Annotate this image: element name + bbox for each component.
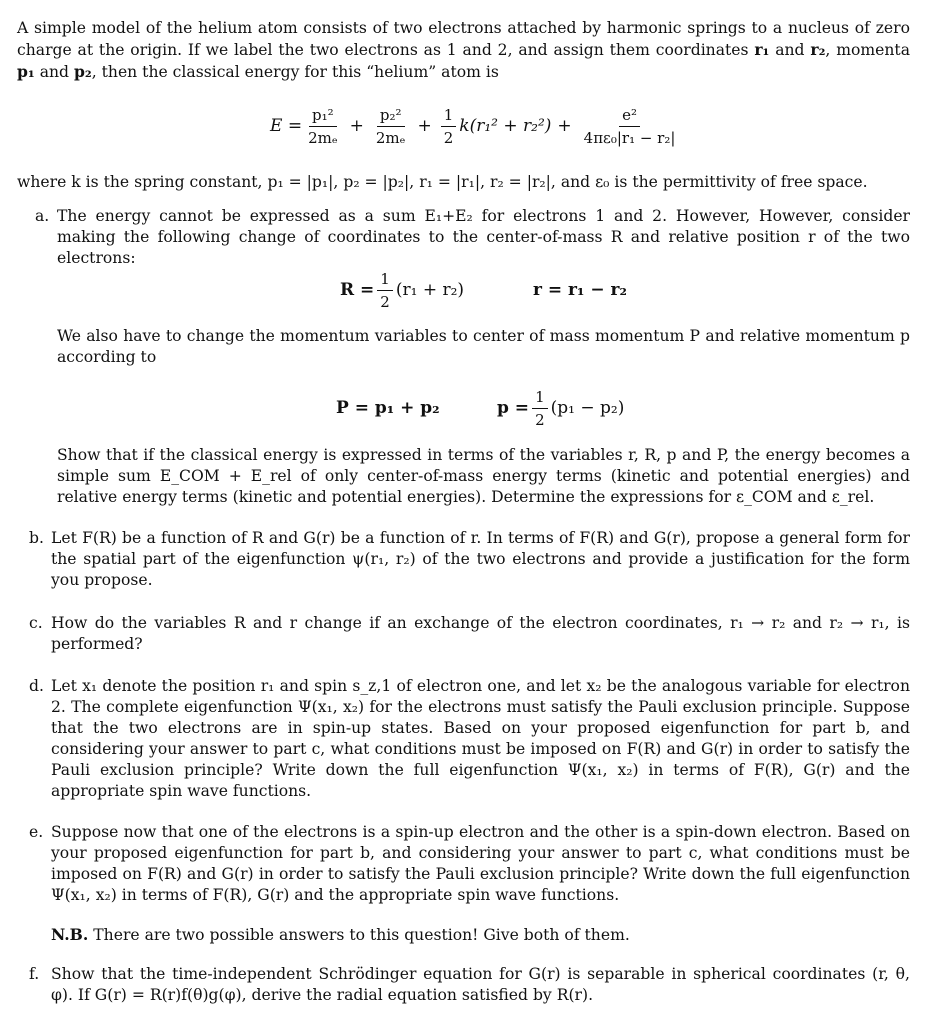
- part-a-show-text: Show that if the classical energy is expressed in terms of the variables r, R, p and P, the energy becomes a simple sum E_COM + E_rel of only center-of-mass energy terms (kinetic and potential energies) and relative energy terms (kinetic and potential energies). Determine the expressions for ε_COM and ε_rel.: [57, 446, 910, 506]
- com-momentum-equation: [336, 386, 440, 430]
- part-f: [29, 964, 910, 1006]
- nb-text: There are two possible answers to this question! Give both of them.: [93, 926, 630, 944]
- half-fraction: $\frac{1}{2}$: [377, 269, 393, 312]
- com-P-equation: P = p₁ + p₂: [336, 398, 440, 418]
- part-e-text: Suppose now that one of the electrons is a spin-up electron and the other is a spin-down electron. Based on your proposed eigenfunction for part b, and considering your answer to part c, what conditions must be imposed on F(R) and G(r) in order to satisfy the Pauli exclusion principle? Write down the full eigenfunction Ψ(x₁, x₂) in terms of F(R), G(r) and the appropriate spin wave functions.: [51, 823, 910, 904]
- part-b: [29, 528, 910, 591]
- intro-text-end: , then the classical energy for this “helium” atom is: [91, 63, 499, 81]
- part-b-marker: b.: [29, 529, 44, 547]
- where-line: where k is the spring constant, p₁ = |p₁|, p₂ = |p₂|, r₁ = |r₁|, r₂ = |r₂|, and ε₀ is the permittivity of free space.: [17, 173, 868, 191]
- kinetic-term-1: [305, 105, 341, 148]
- part-d-marker: d.: [29, 677, 44, 695]
- energy-lhs: E =: [270, 116, 303, 136]
- plus-op: +: [417, 116, 432, 136]
- part-a-momentum-text: We also have to change the momentum variables to center of mass momentum P and relative momentum p according to: [57, 327, 910, 366]
- relative-momentum-equation: [497, 386, 624, 430]
- plus-op: +: [349, 116, 364, 136]
- coulomb-numerator: e²: [619, 105, 640, 127]
- half-numerator: 1: [441, 105, 457, 127]
- part-d-text: Let x₁ denote the position r₁ and spin s_z,1 of electron one, and let x₂ be the analogous variable for electron 2. The complete eigenfunction Ψ(x₁, x₂) for the electrons must satisfy the Pauli exclusion principle. Suppose that the two electrons are in spin-up states. Based on your proposed eigenfunction for part b, and considering your answer to part c, what conditions must be imposed on F(R) and G(r) in order to satisfy the Pauli exclusion principle? Write down the full eigenfunction Ψ(x₁, x₂) in terms of F(R), G(r) and the appropriate spin wave functions.: [51, 677, 910, 800]
- relative-p-lhs: p =: [497, 398, 530, 418]
- part-e-marker: e.: [29, 823, 44, 841]
- coulomb-term: [581, 105, 679, 148]
- part-a: [35, 206, 910, 269]
- com-position-equation: [340, 268, 464, 312]
- half-denominator: 2: [443, 128, 454, 147]
- relative-position-equation: [533, 268, 627, 312]
- kinetic-1-denominator: 2mₑ: [308, 128, 338, 147]
- part-f-text: Show that the time-independent Schrödinger equation for G(r) is separable in spherical coordinates (r, θ, φ). If G(r) = R(r)f(θ)g(φ), derive the radial equation satisfied by R(r).: [51, 965, 910, 1004]
- part-e-note: [51, 924, 910, 946]
- part-a-marker: a.: [35, 207, 50, 225]
- part-a-text: The energy cannot be expressed as a sum E₁+E₂ for electrons 1 and 2. However, However, consider making the following change of coordinates to the center-of-mass R and relative position r of the two electrons:: [57, 207, 910, 267]
- relative-r-equation: r = r₁ − r₂: [533, 280, 627, 300]
- spring-term: k(r₁² + r₂²): [459, 116, 552, 136]
- r1-symbol: r₁: [754, 40, 770, 59]
- energy-equation: [270, 102, 681, 150]
- kinetic-term-2: [373, 105, 409, 148]
- plus-op: +: [557, 116, 572, 136]
- part-c: [29, 613, 910, 655]
- p2-symbol: p₂: [74, 62, 92, 81]
- part-b-text: Let F(R) be a function of R and G(r) be a function of r. In terms of F(R) and G(r), propose a general form for the spatial part of the eigenfunction ψ(r₁, r₂) of the two electrons and provide a justification for the form you propose.: [51, 529, 910, 589]
- part-f-marker: f.: [29, 965, 40, 983]
- kinetic-1-numerator: p₁²: [309, 105, 337, 127]
- relative-p-rhs: (p₁ − p₂): [550, 398, 625, 418]
- intro-text-momenta: , momenta: [825, 41, 910, 59]
- part-e: [29, 822, 910, 906]
- com-R-lhs: R =: [340, 280, 375, 300]
- p1-symbol: p₁: [17, 62, 35, 81]
- half-fraction: [441, 105, 457, 148]
- nb-label: N.B.: [51, 925, 89, 944]
- intro-and: and: [775, 41, 805, 59]
- intro-and-2: and: [39, 63, 70, 81]
- part-c-text: How do the variables R and r change if an exchange of the electron coordinates, r₁ → r₂ and r₂ → r₁, is performed?: [51, 614, 910, 653]
- coulomb-denominator: 4πε₀|r₁ − r₂|: [583, 128, 676, 147]
- intro-paragraph: [17, 18, 910, 83]
- com-R-rhs: (r₁ + r₂): [395, 280, 465, 300]
- intro-text: A simple model of the helium atom consists of two electrons attached by harmonic springs to a nucleus of zero charge at the origin. If we label the two electrons as 1 and 2, and assign them coordinates: [17, 19, 910, 59]
- part-c-marker: c.: [29, 614, 43, 632]
- half-fraction: $\frac{1}{2}$: [532, 387, 548, 430]
- part-d: [29, 676, 910, 802]
- kinetic-2-denominator: 2mₑ: [375, 128, 406, 147]
- kinetic-2-numerator: p₂²: [377, 105, 405, 127]
- r2-symbol: r₂: [810, 40, 826, 59]
